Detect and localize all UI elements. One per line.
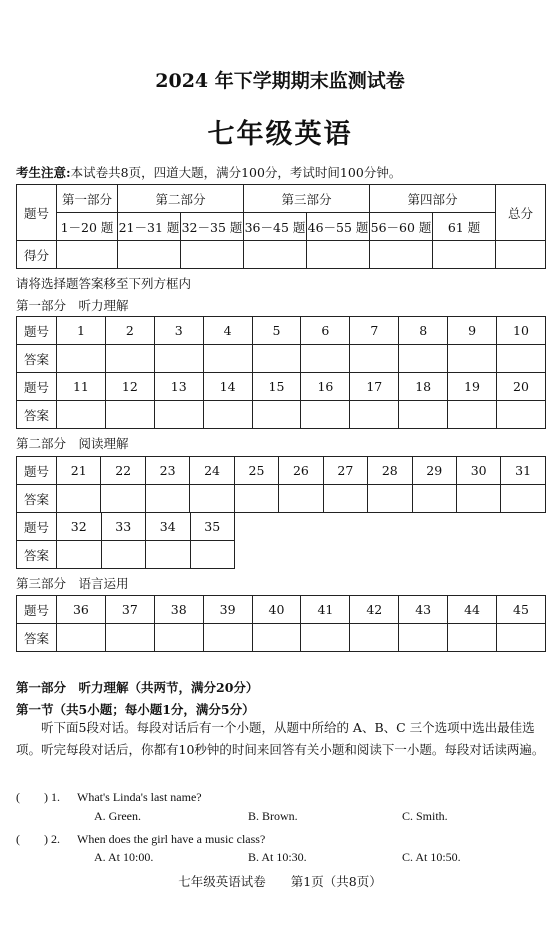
exam-notice	[16, 163, 401, 181]
question-number: 8	[399, 317, 448, 345]
score-part1-header: 第一部分	[57, 185, 118, 213]
subject-title: 七年级英语	[207, 119, 353, 150]
answer-cell[interactable]	[301, 345, 350, 373]
answer-cell[interactable]	[448, 401, 497, 429]
answer-cell[interactable]	[501, 485, 545, 513]
score-range-cell: 32－35 题	[181, 213, 244, 241]
question-prefix: ( ) 1.	[16, 790, 60, 804]
question-number: 40	[252, 596, 301, 624]
part2-answer-table-extra	[16, 512, 235, 569]
question-number: 4	[203, 317, 252, 345]
table-row	[17, 345, 546, 373]
question-number: 31	[501, 457, 545, 485]
row-tihao-label: 题号	[17, 457, 57, 485]
question-number: 15	[252, 373, 301, 401]
question-number: 9	[448, 317, 497, 345]
table-row	[17, 373, 546, 401]
part2-label: 第二部分 阅读理解	[16, 436, 129, 451]
part3-answer-table	[16, 595, 546, 652]
option-c[interactable]: C. Smith.	[402, 809, 448, 823]
score-blank-cell[interactable]	[370, 241, 433, 269]
question-number: 21	[57, 457, 101, 485]
answer-cell[interactable]	[497, 401, 546, 429]
question-number: 45	[497, 596, 546, 624]
row-tihao-label: 题号	[17, 513, 57, 541]
score-blank-cell[interactable]	[307, 241, 370, 269]
answer-cell[interactable]	[190, 541, 235, 569]
score-tihao-header: 题号	[17, 185, 57, 241]
section-instructions: 听下面5段对话。每段对话后有一个小题，从题中所给的 A、B、C 三个选项中选出最佳选项。听完每段对话后，你都有10秒钟的时间来回答有关小题和阅读下一小题。每段对话读两遍。	[16, 720, 545, 757]
row-tihao-label: 题号	[17, 317, 57, 345]
question-number: 1	[57, 317, 106, 345]
answer-cell[interactable]	[105, 345, 154, 373]
score-blank-cell[interactable]	[57, 241, 118, 269]
question-number: 7	[350, 317, 399, 345]
question-number: 27	[323, 457, 367, 485]
answer-cell[interactable]	[145, 485, 189, 513]
score-range-cell: 1－20 题	[57, 213, 118, 241]
question-number: 3	[154, 317, 203, 345]
page-footer: 七年级英语试卷 第1页（共8页）	[178, 874, 382, 889]
score-table	[16, 184, 546, 269]
row-daan-label: 答案	[17, 541, 57, 569]
question-number: 23	[145, 457, 189, 485]
answer-cell[interactable]	[154, 401, 203, 429]
row-tihao-label: 题号	[17, 596, 57, 624]
score-range-cell: 36－45 题	[244, 213, 307, 241]
answer-cell[interactable]	[399, 401, 448, 429]
row-daan-label: 答案	[17, 345, 57, 373]
part3-label: 第三部分 语言运用	[16, 576, 129, 591]
question-number: 34	[146, 513, 191, 541]
option-b[interactable]: B. At 10:30.	[248, 850, 307, 864]
question-number: 25	[234, 457, 278, 485]
question-number: 18	[399, 373, 448, 401]
score-part4-header: 第四部分	[370, 185, 496, 213]
answer-cell[interactable]	[105, 624, 154, 652]
answer-cell[interactable]	[301, 624, 350, 652]
answer-cell[interactable]	[154, 345, 203, 373]
question-number: 44	[448, 596, 497, 624]
answer-cell[interactable]	[101, 541, 146, 569]
question-number: 14	[203, 373, 252, 401]
question-number: 30	[456, 457, 500, 485]
option-b[interactable]: B. Brown.	[248, 809, 298, 823]
exam-title: 2024 年下学期期末监测试卷	[155, 70, 405, 92]
question-number: 22	[101, 457, 145, 485]
answer-cell[interactable]	[252, 624, 301, 652]
score-blank-cell[interactable]	[181, 241, 244, 269]
answer-cell[interactable]	[323, 485, 367, 513]
question-number: 39	[203, 596, 252, 624]
question-number: 6	[301, 317, 350, 345]
question-number: 10	[497, 317, 546, 345]
question-1	[16, 788, 202, 805]
answer-cell[interactable]	[350, 401, 399, 429]
table-row	[17, 513, 235, 541]
table-row	[17, 485, 546, 513]
question-prefix: ( ) 2.	[16, 832, 60, 846]
answer-cell[interactable]	[456, 485, 500, 513]
option-a[interactable]: A. At 10:00.	[94, 850, 154, 864]
question-text: When does the girl have a music class?	[77, 832, 266, 846]
part-heading: 第一部分 听力理解（共两节，满分20分）	[16, 680, 259, 695]
question-number: 32	[57, 513, 102, 541]
question-number: 20	[497, 373, 546, 401]
score-part3-header: 第三部分	[244, 185, 370, 213]
section-heading: 第一节（共5小题；每小题1分，满分5分）	[16, 702, 255, 717]
answer-cell[interactable]	[350, 345, 399, 373]
answer-cell[interactable]	[101, 485, 145, 513]
answer-cell[interactable]	[146, 541, 191, 569]
question-number: 33	[101, 513, 146, 541]
score-part2-header: 第二部分	[118, 185, 244, 213]
answer-cell[interactable]	[57, 485, 101, 513]
part1-label: 第一部分 听力理解	[16, 298, 129, 313]
question-number: 13	[154, 373, 203, 401]
answer-cell[interactable]	[252, 401, 301, 429]
answer-cell[interactable]	[350, 624, 399, 652]
answer-cell[interactable]	[57, 541, 102, 569]
answer-cell[interactable]	[203, 345, 252, 373]
question-number: 2	[105, 317, 154, 345]
question-number: 19	[448, 373, 497, 401]
answer-cell[interactable]	[497, 345, 546, 373]
question-number: 17	[350, 373, 399, 401]
answer-cell[interactable]	[399, 345, 448, 373]
option-a[interactable]: A. Green.	[94, 809, 141, 823]
score-defen-label: 得分	[17, 241, 57, 269]
score-blank-cell[interactable]	[244, 241, 307, 269]
question-number: 37	[105, 596, 154, 624]
question-number: 35	[190, 513, 235, 541]
row-daan-label: 答案	[17, 401, 57, 429]
table-row	[17, 624, 546, 652]
score-blank-cell[interactable]	[496, 241, 546, 269]
score-blank-cell[interactable]	[433, 241, 496, 269]
answer-cell[interactable]	[57, 345, 106, 373]
question-number: 41	[301, 596, 350, 624]
question-number: 38	[154, 596, 203, 624]
question-number: 11	[57, 373, 106, 401]
answer-cell[interactable]	[301, 401, 350, 429]
answer-cell[interactable]	[448, 624, 497, 652]
answer-instruction: 请将选择题答案移至下列方框内	[16, 276, 192, 291]
answer-cell[interactable]	[448, 345, 497, 373]
table-row	[17, 541, 235, 569]
answer-cell[interactable]	[57, 401, 106, 429]
question-number: 26	[279, 457, 323, 485]
score-range-cell: 21－31 题	[118, 213, 181, 241]
score-blank-cell[interactable]	[118, 241, 181, 269]
answer-cell[interactable]	[399, 624, 448, 652]
question-number: 12	[105, 373, 154, 401]
question-2	[16, 830, 265, 847]
answer-cell[interactable]	[57, 624, 106, 652]
answer-cell[interactable]	[154, 624, 203, 652]
row-tihao-label: 题号	[17, 373, 57, 401]
score-total-header: 总分	[496, 185, 546, 241]
answer-cell[interactable]	[203, 624, 252, 652]
score-range-cell: 46－55 题	[307, 213, 370, 241]
question-number: 42	[350, 596, 399, 624]
answer-cell[interactable]	[203, 401, 252, 429]
score-range-cell: 56－60 题	[370, 213, 433, 241]
answer-cell[interactable]	[368, 485, 412, 513]
table-row	[17, 401, 546, 429]
answer-cell[interactable]	[190, 485, 234, 513]
table-row	[17, 317, 546, 345]
question-number: 16	[301, 373, 350, 401]
notice-label: 考生注意:	[16, 165, 71, 180]
part1-answer-table	[16, 316, 546, 429]
answer-cell[interactable]	[234, 485, 278, 513]
part2-answer-table	[16, 456, 546, 513]
answer-cell[interactable]	[497, 624, 546, 652]
answer-cell[interactable]	[279, 485, 323, 513]
table-row	[17, 596, 546, 624]
question-number: 43	[399, 596, 448, 624]
option-c[interactable]: C. At 10:50.	[402, 850, 461, 864]
question-number: 5	[252, 317, 301, 345]
answer-cell[interactable]	[105, 401, 154, 429]
notice-text: 本试卷共8页，四道大题，满分100分，考试时间100分钟。	[70, 165, 402, 180]
question-number: 29	[412, 457, 456, 485]
answer-cell[interactable]	[412, 485, 456, 513]
question-number: 28	[368, 457, 412, 485]
question-number: 36	[57, 596, 106, 624]
row-daan-label: 答案	[17, 485, 57, 513]
answer-cell[interactable]	[252, 345, 301, 373]
row-daan-label: 答案	[17, 624, 57, 652]
question-text: What's Linda's last name?	[77, 790, 202, 804]
score-range-cell: 61 题	[433, 213, 496, 241]
question-number: 24	[190, 457, 234, 485]
table-row	[17, 457, 546, 485]
